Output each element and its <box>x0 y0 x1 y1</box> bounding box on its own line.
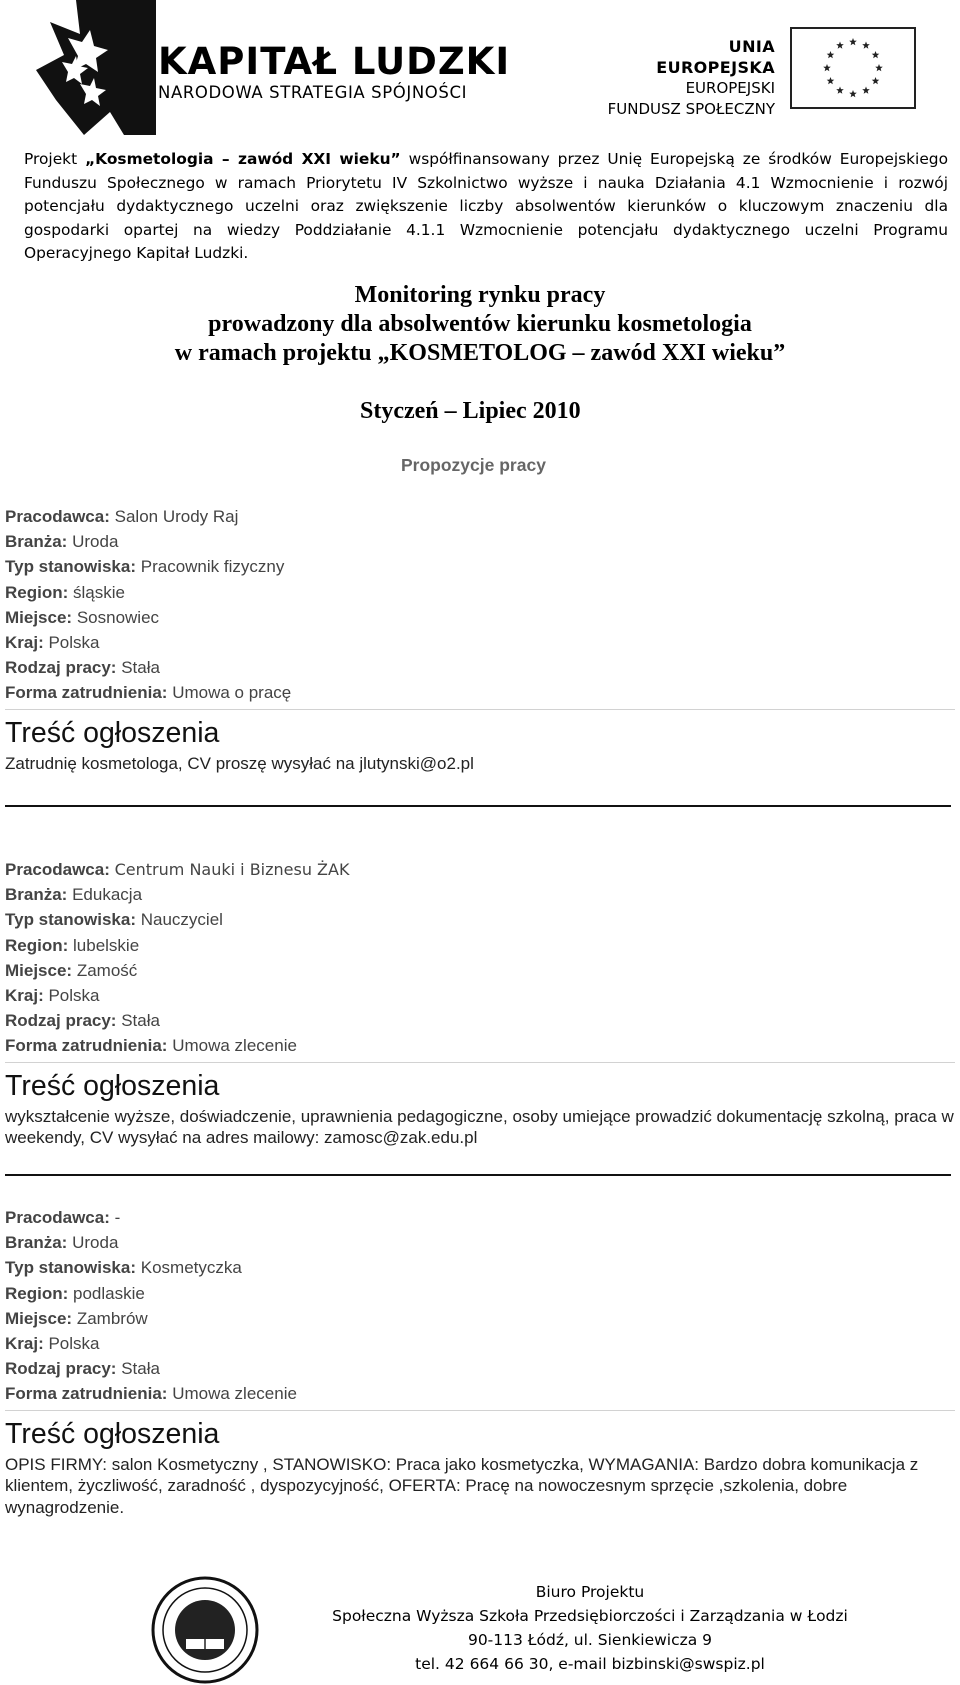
offer-divider <box>5 1410 955 1411</box>
offer-industry: Branża: Edukacja <box>5 885 143 905</box>
intro-project-name: „Kosmetologia – zawód XXI wieku” <box>85 150 401 168</box>
kapital-ludzki-title: KAPITAŁ LUDZKI <box>158 40 511 83</box>
ue-line-1: UNIA EUROPEJSKA <box>656 37 775 77</box>
ue-line-2: EUROPEJSKI <box>685 79 775 97</box>
offer-employment: Forma zatrudnienia: Umowa zlecenie <box>5 1384 297 1404</box>
title-line-1: Monitoring rynku pracy <box>354 282 606 308</box>
offer-content-heading: Treść ogłoszenia <box>5 1417 220 1450</box>
offer-country: Kraj: Polska <box>5 986 100 1006</box>
ue-line-3: FUNDUSZ SPOŁECZNY <box>607 100 775 118</box>
section-rule <box>5 805 951 807</box>
offer-city: Miejsce: Zambrów <box>5 1308 148 1328</box>
kapital-ludzki-logo <box>36 0 156 135</box>
offer-content: Zatrudnię kosmetologa, CV proszę wysyłać na jlutynski@o2.pl <box>5 753 474 773</box>
offer-industry: Branża: Uroda <box>5 1233 119 1253</box>
offer-country: Kraj: Polska <box>5 633 100 653</box>
job-offer-3 <box>5 1205 955 1518</box>
offer-content-heading: Treść ogłoszenia <box>5 716 220 749</box>
offer-position: Typ stanowiska: Kosmetyczka <box>5 1258 242 1278</box>
offer-content: OPIS FIRMY: salon Kosmetyczny , STANOWISKO: Praca jako kosmetyczka, WYMAGANIA: Bardzo dobra komunikacja z klientem, życzliwość, zaradność , dyspozycyjność, OFERTA: Pracę na nowoczesnym sprzęcie ,szkolenia, dobre wynagrodzenie. <box>5 1454 919 1517</box>
offer-divider <box>5 709 955 710</box>
footer-line-4: tel. 42 664 66 30, e-mail bizbinski@swspiz.pl <box>415 1655 765 1673</box>
offer-employer: Pracodawca: Salon Urody Raj <box>5 507 239 526</box>
offer-employment: Forma zatrudnienia: Umowa zlecenie <box>5 1036 297 1056</box>
title-line-3: w ramach projektu „KOSMETOLOG – zawód XXI wieku” <box>174 340 786 366</box>
offer-content: wykształcenie wyższe, doświadczenie, uprawnienia pedagogiczne, osoby umiejące prowadzić dokumentację szkolną, praca w weekendy, CV wysyłać na adres mailowy: zamosc@zak.edu.pl <box>5 1106 954 1148</box>
intro-rest: współfinansowany przez Unię Europejską ze środków Europejskiego Funduszu Społecznego w ramach Priorytetu IV Szkolnictwo wyższe i nauka Działania 4.1 Wzmocnienie i rozwój potencjału dydaktycznego uczelni oraz zwiększenie liczby absolwentów kierunków o kluczowym znaczeniu dla gospodarki opartej na wiedzy Poddziałanie 4.1.1 Wzmocnienie potencjału dydaktycznego uczelni Programu Operacyjnego Kapitał Ludzki. <box>24 150 948 263</box>
offer-work-type: Rodzaj pracy: Stała <box>5 1359 160 1379</box>
section-title: Propozycje pracy <box>401 455 546 475</box>
offer-work-type: Rodzaj pracy: Stała <box>5 1011 160 1031</box>
job-offer-2 <box>5 857 955 1149</box>
offer-employment: Forma zatrudnienia: Umowa o pracę <box>5 683 292 703</box>
section-rule <box>5 1174 951 1176</box>
offer-position: Typ stanowiska: Pracownik fizyczny <box>5 557 285 577</box>
kapital-ludzki-subtitle: NARODOWA STRATEGIA SPÓJNOŚCI <box>158 83 468 102</box>
footer-line-3: 90-113 Łódź, ul. Sienkiewicza 9 <box>467 1631 713 1649</box>
footer-contact <box>270 1580 910 1676</box>
period-heading: Styczeń – Lipiec 2010 <box>360 398 581 424</box>
offer-city: Miejsce: Zamość <box>5 960 138 980</box>
offer-region: Region: śląskie <box>5 582 125 602</box>
offer-divider <box>5 1062 955 1063</box>
offer-position: Typ stanowiska: Nauczyciel <box>5 910 223 930</box>
offer-region: Region: lubelskie <box>5 935 140 955</box>
ue-text-block <box>605 36 775 120</box>
offer-content-heading: Treść ogłoszenia <box>5 1069 220 1102</box>
intro-prefix: Projekt <box>24 150 86 168</box>
title-line-2: prowadzony dla absolwentów kierunku kosmetologia <box>208 311 752 337</box>
project-intro <box>24 148 948 266</box>
offer-country: Kraj: Polska <box>5 1334 100 1354</box>
offer-employer: Pracodawca: Centrum Nauki i Biznesu ŻAK <box>5 860 350 879</box>
footer-line-2: Społeczna Wyższa Szkoła Przedsiębiorczości i Zarządzania w Łodzi <box>332 1607 848 1625</box>
offer-region: Region: podlaskie <box>5 1283 145 1303</box>
offer-employer: Pracodawca: - <box>5 1208 121 1227</box>
eu-flag-icon <box>790 27 916 109</box>
document-title <box>0 281 960 368</box>
offer-city: Miejsce: Sosnowiec <box>5 607 160 627</box>
job-offer-1 <box>5 504 955 774</box>
offer-industry: Branża: Uroda <box>5 532 119 552</box>
footer-line-1: Biuro Projektu <box>535 1583 645 1601</box>
offer-work-type: Rodzaj pracy: Stała <box>5 658 160 678</box>
school-seal-logo <box>150 1575 260 1685</box>
